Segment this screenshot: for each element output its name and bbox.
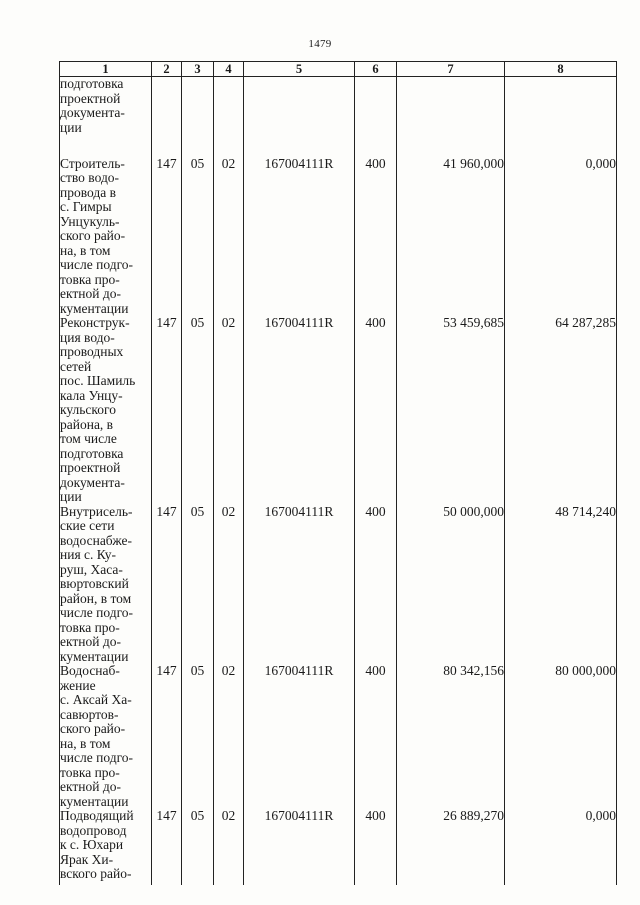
section-code: 05 xyxy=(182,157,214,317)
ministry-code: 147 xyxy=(152,157,182,317)
header-col-1: 1 xyxy=(60,62,152,77)
header-col-2: 2 xyxy=(152,62,182,77)
subsection-code: 02 xyxy=(214,664,244,809)
amount-year-1: 26 889,270 xyxy=(397,809,505,885)
header-col-3: 3 xyxy=(182,62,214,77)
section-code: 05 xyxy=(182,316,214,505)
amount-year-1: 50 000,000 xyxy=(397,505,505,665)
target-article-code: 167004111R xyxy=(244,664,355,809)
section-code xyxy=(182,77,214,157)
table-row xyxy=(60,77,617,157)
header-col-5: 5 xyxy=(244,62,355,77)
item-name: Водоснаб- жение с. Аксай Ха- савюртов- ского райо- на, в том числе подго- товка про- ектной до- кументации xyxy=(60,664,152,809)
amount-year-2: 0,000 xyxy=(505,809,617,885)
amount-year-2: 0,000 xyxy=(505,157,617,317)
table-row xyxy=(60,809,617,885)
amount-year-2: 80 000,000 xyxy=(505,664,617,809)
header-row xyxy=(60,62,617,77)
header-col-6: 6 xyxy=(355,62,397,77)
section-code: 05 xyxy=(182,809,214,885)
section-code: 05 xyxy=(182,664,214,809)
expense-type-code: 400 xyxy=(355,664,397,809)
amount-year-2: 48 714,240 xyxy=(505,505,617,665)
ministry-code: 147 xyxy=(152,505,182,665)
subsection-code: 02 xyxy=(214,505,244,665)
page-number: 1479 xyxy=(308,38,332,50)
table-row xyxy=(60,664,617,809)
section-code: 05 xyxy=(182,505,214,665)
item-name: подготовка проектной документа- ции xyxy=(60,77,152,157)
table-row xyxy=(60,316,617,505)
header-col-7: 7 xyxy=(397,62,505,77)
amount-year-2: 64 287,285 xyxy=(505,316,617,505)
amount-year-1 xyxy=(397,77,505,157)
item-name: Строитель- ство водо- провода в с. Гимры Унцукуль- ского райо- на, в том числе подго- товка про- ектной до- кументации xyxy=(60,157,152,317)
target-article-code xyxy=(244,77,355,157)
subsection-code: 02 xyxy=(214,157,244,317)
subsection-code xyxy=(214,77,244,157)
amount-year-1: 53 459,685 xyxy=(397,316,505,505)
table-row xyxy=(60,157,617,317)
item-name: Подводящий водопровод к с. Юхари Ярак Хи- вского райо- xyxy=(60,809,152,885)
amount-year-2 xyxy=(505,77,617,157)
expense-type-code: 400 xyxy=(355,157,397,317)
amount-year-1: 41 960,000 xyxy=(397,157,505,317)
expense-type-code: 400 xyxy=(355,809,397,885)
ministry-code: 147 xyxy=(152,809,182,885)
ministry-code: 147 xyxy=(152,316,182,505)
budget-table xyxy=(59,61,617,885)
ministry-code: 147 xyxy=(152,664,182,809)
amount-year-1: 80 342,156 xyxy=(397,664,505,809)
expense-type-code: 400 xyxy=(355,316,397,505)
subsection-code: 02 xyxy=(214,809,244,885)
item-name: Внутрисель- ские сети водоснабже- ния с. Ку- руш, Хаса- вюртовский район, в том числе подго- товка про- ектной до- кументации xyxy=(60,505,152,665)
subsection-code: 02 xyxy=(214,316,244,505)
table-row xyxy=(60,505,617,665)
header-col-4: 4 xyxy=(214,62,244,77)
target-article-code: 167004111R xyxy=(244,316,355,505)
expense-type-code: 400 xyxy=(355,505,397,665)
item-name: Реконструк- ция водо- проводных сетей пос. Шамиль кала Унцу- кульского района, в том числе подготовка проектной документа- ции xyxy=(60,316,152,505)
header-col-8: 8 xyxy=(505,62,617,77)
target-article-code: 167004111R xyxy=(244,809,355,885)
expense-type-code xyxy=(355,77,397,157)
target-article-code: 167004111R xyxy=(244,157,355,317)
ministry-code xyxy=(152,77,182,157)
target-article-code: 167004111R xyxy=(244,505,355,665)
